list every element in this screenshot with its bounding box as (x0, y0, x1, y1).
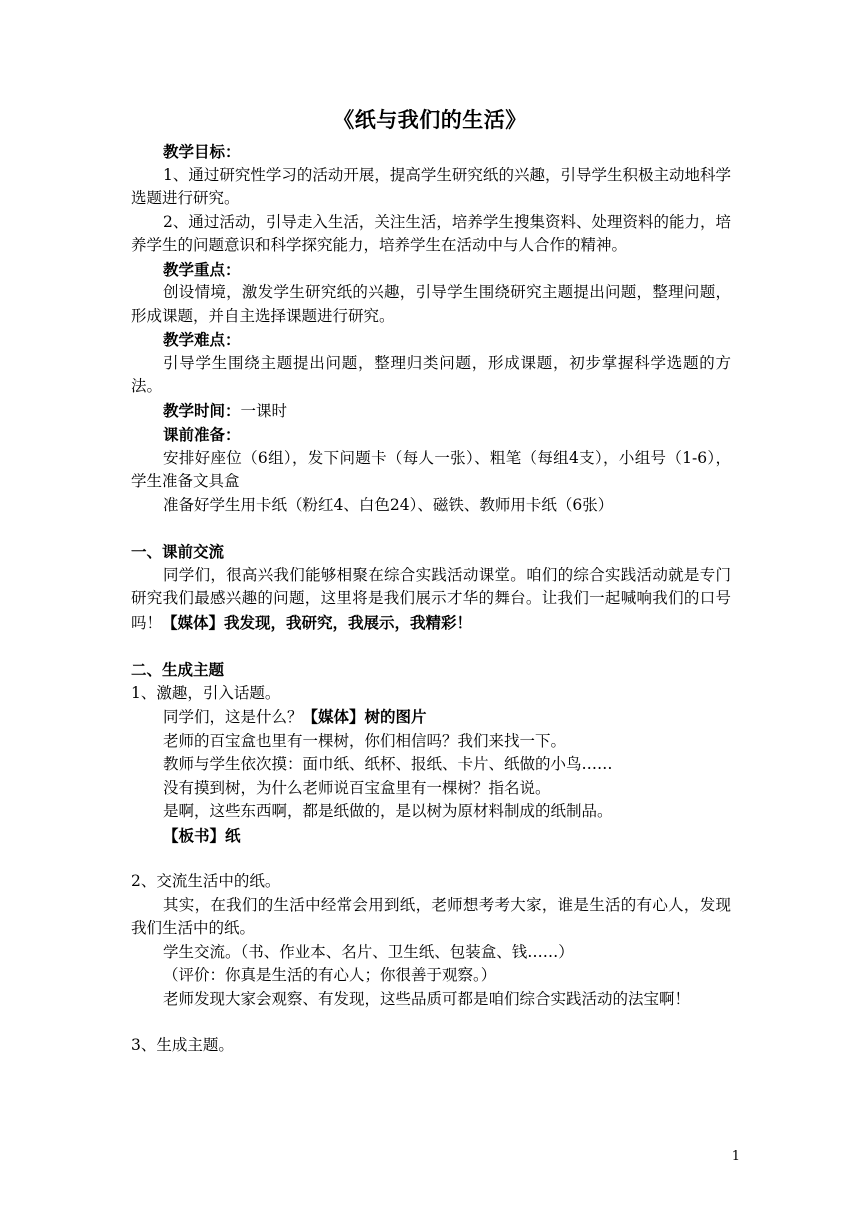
line-1-media: 【媒体】树的图片 (302, 707, 427, 726)
section-1-slogan: 【媒体】我发现，我研究，我展示，我精彩！ (162, 612, 473, 632)
board-writing: 【板书】纸 (163, 825, 241, 845)
section-2-item-1: 1、激趣，引入话题。 (131, 683, 281, 702)
teaching-time (131, 399, 731, 424)
document-body (131, 140, 731, 1058)
item-2-evaluation: （评价：你真是生活的有心人；你很善于观察。） (163, 966, 497, 984)
section-2-line-4: 没有摸到树，为什么老师说百宝盒里有一棵树？指名说。 (163, 778, 551, 797)
objectives-heading: 教学目标： (163, 142, 241, 161)
page-number: 1 (731, 1149, 740, 1164)
section-2-item-2: 2、交流生活中的纸。 (131, 872, 281, 890)
page-title: 《纸与我们的生活》 (333, 107, 527, 132)
spacer (131, 1011, 731, 1034)
item-2-closing: 老师发现大家会观察、有发现，这些品质可都是咱们综合实践活动的法宝啊！ (163, 989, 691, 1008)
section-2-item-3: 3、生成主题。 (131, 1036, 234, 1054)
key-points-text: 创设情境，激发学生研究纸的兴趣，引导学生围绕研究主题提出问题，整理问题，形成课题，并自主选择课题进行研究。 (131, 283, 731, 325)
prep-item-2: 准备好学生用卡纸（粉红4、白色24）、磁铁、教师用卡纸（6张） (163, 495, 614, 514)
key-points-heading: 教学重点： (163, 259, 241, 279)
section-2-line-3: 教师与学生依次摸：面巾纸、纸杯、报纸、卡片、纸做的小鸟…… (163, 755, 613, 773)
section-1-heading: 一、课前交流 (131, 542, 225, 561)
section-2-heading: 二、生成主题 (131, 660, 225, 679)
objective-2: 2、通过活动，引导走入生活，关注生活，培养学生搜集资料、处理资料的能力，培养学生的问题意识和科学探究能力，培养学生在活动中与人合作的精神。 (131, 212, 731, 254)
item-2-text: 其实，在我们的生活中经常会用到纸，老师想考考大家，谁是生活的有心人，发现我们生活中的纸。 (131, 895, 731, 937)
line-1-text: 同学们，这是什么？ (163, 708, 303, 726)
section-2-line-5: 是啊，这些东西啊，都是纸做的，是以树为原材料制成的纸制品。 (163, 802, 613, 820)
time-value: 一课时 (240, 401, 288, 420)
section-2-line-1 (131, 705, 731, 730)
objective-1: 1、通过研究性学习的活动开展，提高学生研究纸的兴趣，引导学生积极主动地科学选题进行研究。 (131, 165, 731, 207)
time-label: 教学时间： (163, 400, 241, 420)
prep-heading: 课前准备： (163, 425, 241, 444)
prep-item-1: 安排好座位（6组），发下问题卡（每人一张）、粗笔（每组4支），小组号（1-6），学生准备文具盒 (131, 448, 731, 490)
item-2-exchange: 学生交流。（书、作业本、名片、卫生纸、包装盒、钱……） (163, 942, 574, 961)
spacer (131, 517, 731, 540)
difficulty-text: 引导学生围绕主题提出问题，整理归类问题，形成课题，初步掌握科学选题的方法。 (131, 353, 731, 395)
section-1-body: 同学们，很高兴我们能够相聚在综合实践活动课堂。咱们的综合实践活动就是专门研究我们最感兴趣的问题，这里将是我们展示才华的舞台。让我们一起喊响我们的口号吗！ (131, 565, 731, 632)
section-1-text (131, 564, 731, 636)
difficulty-heading: 教学难点： (163, 330, 241, 349)
spacer (131, 847, 731, 870)
spacer (131, 635, 731, 658)
section-2-line-2: 老师的百宝盒也里有一棵树，你们相信吗？我们来找一下。 (163, 731, 567, 750)
